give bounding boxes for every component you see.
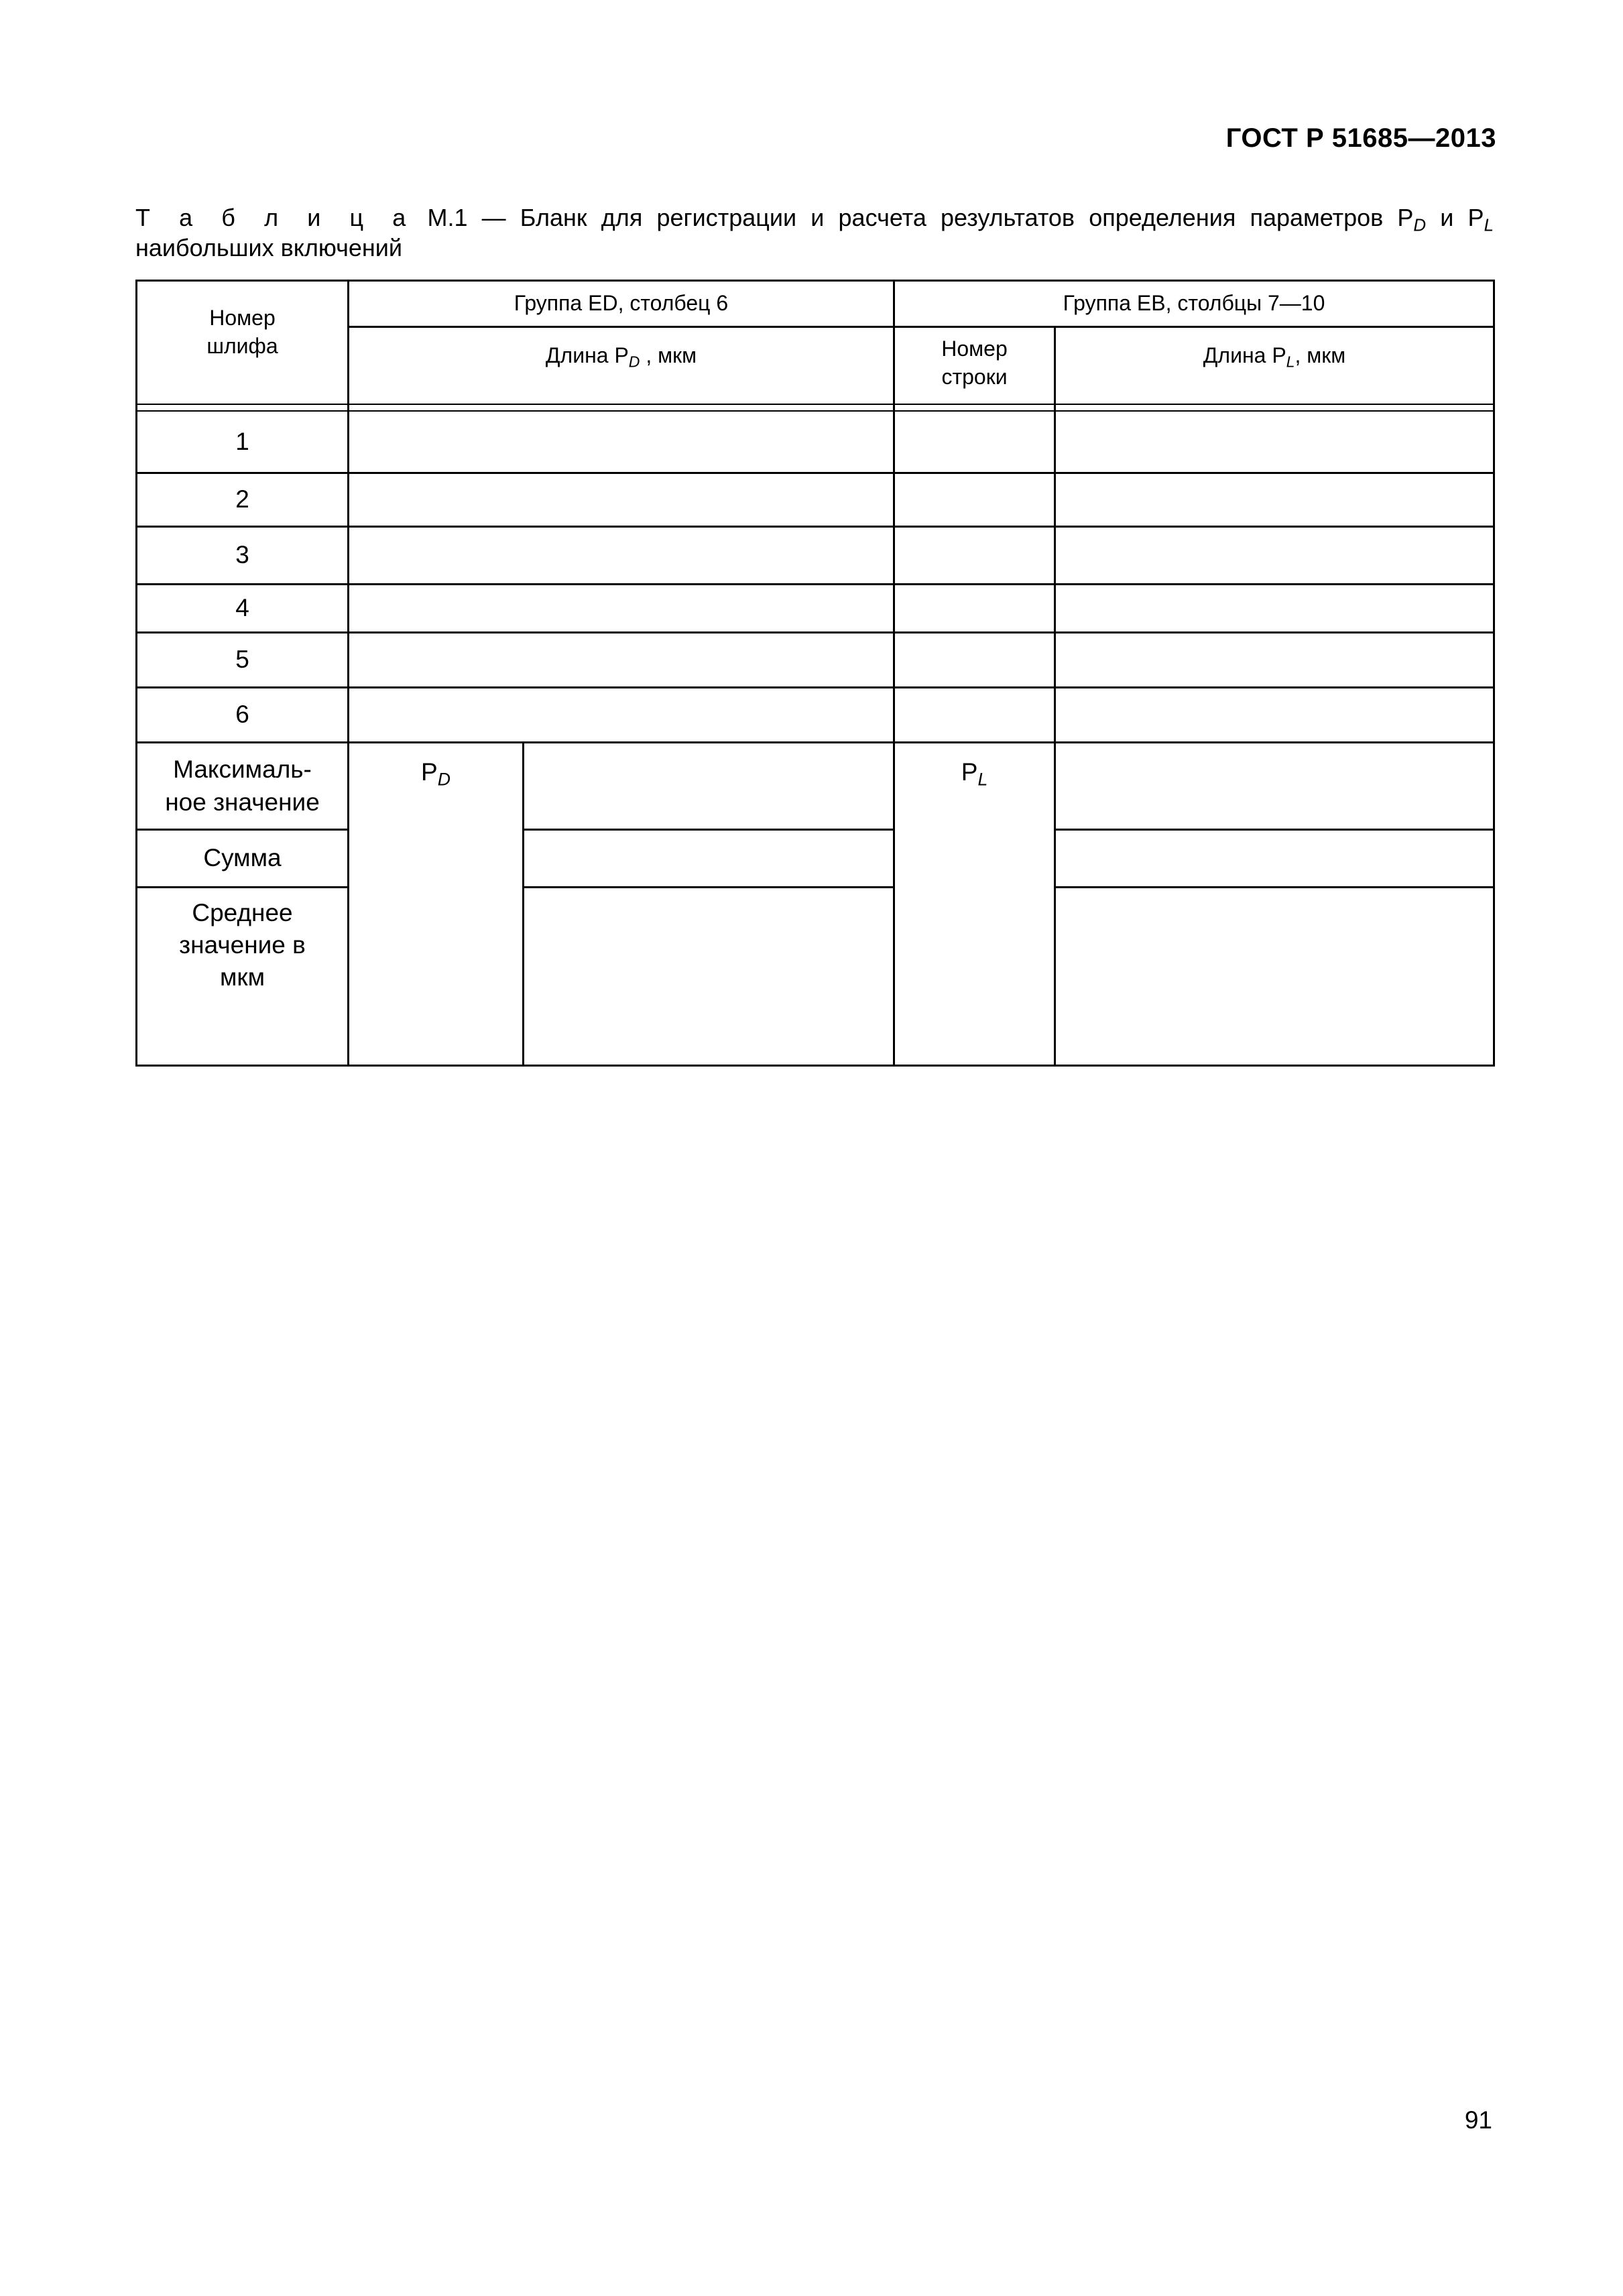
caption-prefix: Т а б л и ц а (135, 204, 414, 231)
caption-pl-subscript: L (1484, 216, 1494, 235)
summary-pd-label: $P_D$ (421, 758, 450, 790)
caption-number: М.1 (427, 204, 468, 231)
header-row-number: Номер строки (941, 337, 1008, 389)
caption-text: — Бланк для регистрации и расчета результатов определения параметров P (481, 204, 1414, 231)
summary-pl-label: $P_L$ (961, 758, 988, 790)
header-length-pl: Длина $P_L$, мкм (1203, 343, 1346, 371)
standard-code: ГОСТ Р 51685—2013 (1225, 123, 1496, 153)
header-group-eb: Группа ЕВ, столбцы 7—10 (1063, 291, 1325, 316)
header-sample-number: Номер шлифа (206, 306, 278, 358)
col-sep-3 (1054, 326, 1056, 1065)
row-number-2: 2 (235, 485, 249, 513)
header-double-line-1 (135, 404, 1495, 405)
row-number-3: 3 (235, 541, 249, 569)
header-subline (347, 326, 1495, 328)
table-border-bottom (135, 1065, 1495, 1067)
col-sep-1 (347, 280, 349, 1065)
header-group-ed: Группа ED, столбец 6 (514, 291, 729, 316)
row-number-1: 1 (235, 427, 249, 455)
summary-line-1-c (1054, 829, 1495, 831)
summary-line-2-a (135, 886, 349, 888)
header-length-pd: Длина $P_D$ , мкм (545, 343, 697, 371)
summary-sum: Сумма (203, 844, 282, 872)
caption-text-end: наибольших включений (135, 234, 402, 261)
summary-line-2-b (522, 886, 895, 888)
summary-mean-value: Среднее значение в мкм (179, 899, 306, 991)
col-sep-pd (522, 743, 524, 1065)
summary-max-value: Максималь-ное значение (165, 756, 320, 816)
row-number-6: 6 (235, 701, 249, 729)
table-border-right (1493, 280, 1495, 1067)
row-number-5: 5 (235, 646, 249, 674)
summary-line-2-c (1054, 886, 1495, 888)
caption-pd-subscript: D (1413, 216, 1427, 235)
page-number: 91 (1464, 2106, 1492, 2134)
row-number-4: 4 (235, 594, 249, 622)
caption-text-mid: и P (1426, 204, 1484, 231)
summary-line-1-b (522, 829, 895, 831)
